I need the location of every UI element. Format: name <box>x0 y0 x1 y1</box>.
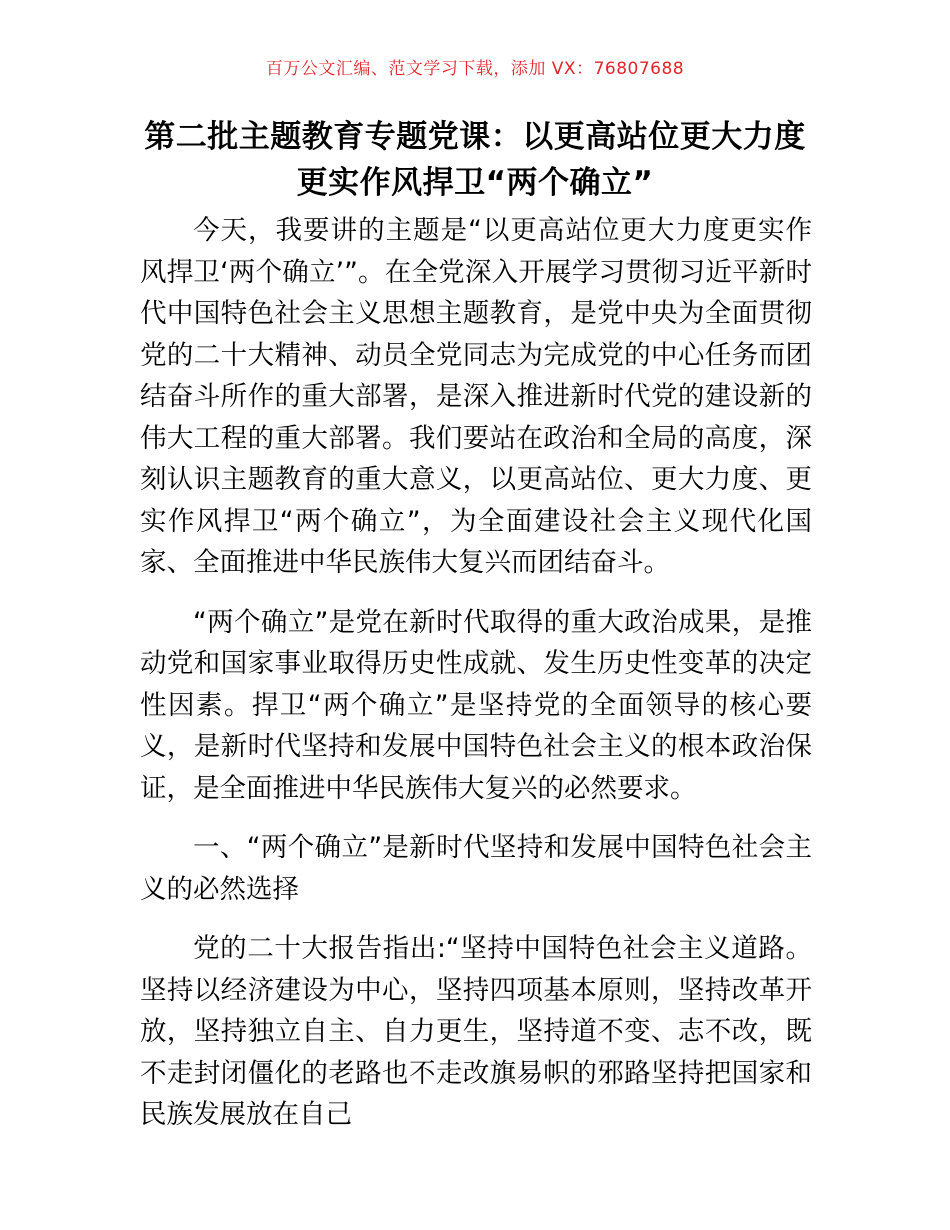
paragraph-report-quote: 党的二十大报告指出:“坚持中国特色社会主义道路。坚持以经济建设为中心，坚持四项基本原则，坚持改革开放，坚持独立自主、自力更生，坚持道不变、志不改，既不走封闭僵化的老路也不走改旗易帜的邪路坚持把国家和民族发展放在自己 <box>140 933 812 1130</box>
document-body <box>140 210 812 1154</box>
document-title: 第二批主题教育专题党课：以更高站位更大力度更实作风捍卫“两个确立” <box>144 119 806 201</box>
paragraph-intro: 今天，我要讲的主题是“以更高站位更大力度更实作风捍卫‘两个确立’”。在全党深入开展学习贯彻习近平新时代中国特色社会主义思想主题教育，是党中央为全面贯彻党的二十大精神、动员全党同志为完成党的中心任务而团结奋斗所作的重大部署，是深入推进新时代党的建设新的伟大工程的重大部署。我们要站在政治和全局的高度，深刻认识主题教育的重大意义，以更高站位、更大力度、更实作风捍卫“两个确立”，为全面建设社会主义现代化国家、全面推进中华民族伟大复兴而团结奋斗。 <box>140 215 812 578</box>
header-note: 百万公文汇编、范文学习下载，添加 VX：76807688 <box>265 59 685 79</box>
section-heading-1: 一、“两个确立”是新时代坚持和发展中国特色社会主义的必然选择 <box>140 832 812 905</box>
paragraph-two-establishments: “两个确立”是党在新时代取得的重大政治成果，是推动党和国家事业取得历史性成就、发生历史性变革的决定性因素。捍卫“两个确立”是坚持党的全面领导的核心要义，是新时代坚持和发展中国特色社会主义的根本政治保证，是全面推进中华民族伟大复兴的必然要求。 <box>140 606 812 804</box>
